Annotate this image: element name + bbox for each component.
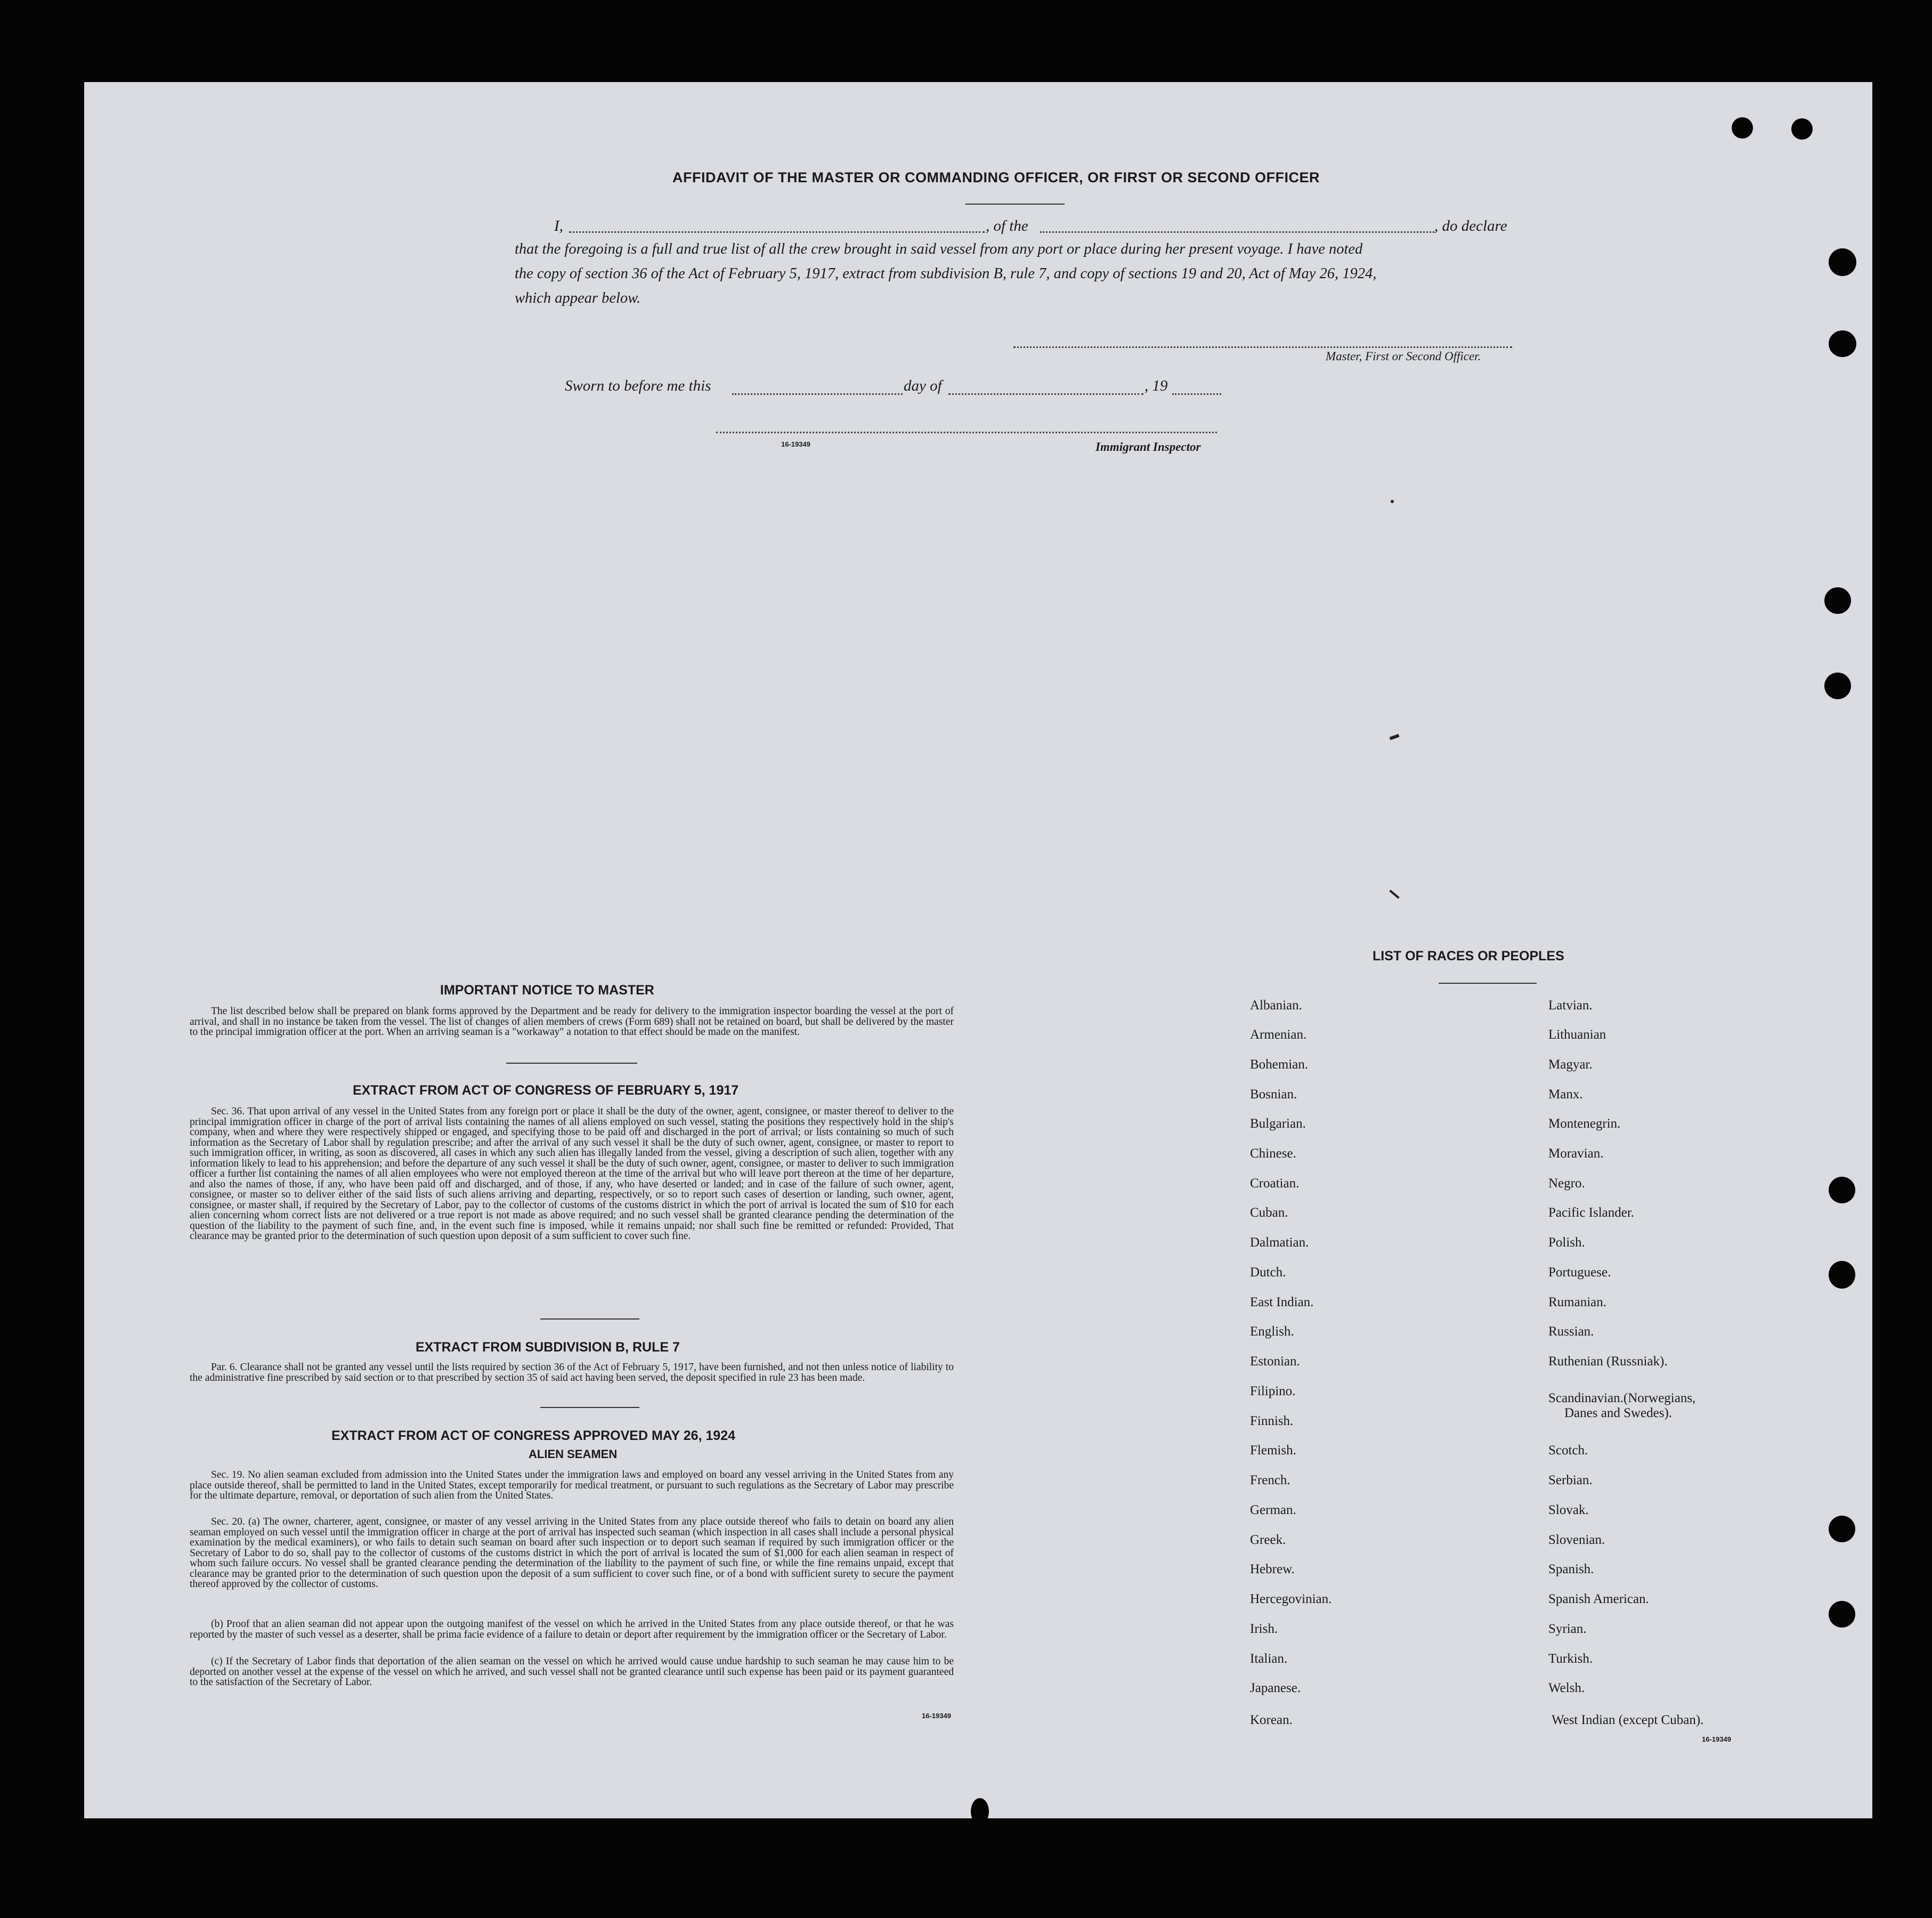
section-rule <box>540 1407 639 1408</box>
race-item: Italian. <box>1250 1652 1288 1666</box>
punch-hole <box>1829 1261 1855 1289</box>
affidavit-line1-i: I, <box>554 217 563 234</box>
race-item: Scotch. <box>1548 1443 1588 1458</box>
race-item: Chinese. <box>1250 1146 1296 1161</box>
extract1917-title: EXTRACT FROM ACT OF CONGRESS OF FEBRUARY 5, 1917 <box>353 1083 739 1098</box>
race-item: Turkish. <box>1548 1652 1593 1666</box>
signature-line[interactable] <box>1013 346 1512 348</box>
sec20a-body: Sec. 20. (a) The owner, charterer, agent, consignee, or master of any vessel arriving in the United States from any place outside thereof who fails to detain on board any alien seaman employed on such vessel until the immigration officer in charge at the port of arrival has inspected such seaman (which inspection in all cases shall include a personal physical examination by the medical examiners), or who fails to detain such seaman on board after such inspection or to deport such seaman if required by such immigration officer or the Secretary of Labor to do so, shall pay to the collector of customs of the customs district in which the port of arrival is located the sum of $1,000 for each alien seaman in respect of whom such failure occurs. No vessel shall be granted clearance pending the determination of the liability to the payment of such fine, or while the fine remains unpaid, except that clearance may be granted prior to the determination of such question upon the deposit of a sum sufficient to cover such fine, or of a bond with sufficient surety to secure the payment thereof approved by the collector of customs. <box>190 1516 954 1590</box>
vessel-blank[interactable] <box>1040 231 1434 233</box>
race-item: East Indian. <box>1250 1295 1314 1309</box>
title-rule <box>965 204 1065 205</box>
notice-body: The list described below shall be prepared on blank forms approved by the Department and be ready for delivery to the immigration inspector boarding the vessel at the port of arrival, and shall in no instance be taken from the vessel. The list of changes of alien members of crews (Form 689) shall not be retained on board, but shall be delivered by the master to the principal immigration officer at the port. When an arriving seaman is a "workaway" a notation to that effect should be made on the manifest. <box>190 1006 954 1038</box>
sworn-month-blank[interactable] <box>948 393 1143 395</box>
sworn-date-blank[interactable] <box>732 393 903 395</box>
punch-hole <box>1829 248 1856 276</box>
sec20c-body: (c) If the Secretary of Labor finds that deportation of the alien seaman on the vessel on which he arrived would cause undue hardship to such seaman he may cause him to be deported on another vessel at the expense of the vessel on which he arrived, and such vessel shall not be granted clearance until such expense has been paid or its payment guaranteed to the satisfaction of the Secretary of Labor. <box>190 1656 954 1688</box>
race-item: English. <box>1250 1324 1294 1339</box>
stray-mark <box>1391 500 1394 503</box>
affidavit-line4: which appear below. <box>515 290 641 306</box>
race-item: Ruthenian (Russniak). <box>1548 1354 1668 1369</box>
race-item: Magyar. <box>1548 1057 1593 1072</box>
subdivision-title: EXTRACT FROM SUBDIVISION B, RULE 7 <box>416 1340 680 1355</box>
race-item: Slovenian. <box>1548 1533 1605 1547</box>
race-item: Welsh. <box>1548 1681 1585 1695</box>
section-rule <box>506 1063 637 1064</box>
race-item: Russian. <box>1548 1324 1594 1339</box>
form-number: 16-19349 <box>781 440 810 448</box>
race-item: Negro. <box>1548 1176 1585 1191</box>
race-item: Dalmatian. <box>1250 1235 1309 1250</box>
races-title: LIST OF RACES OR PEOPLES <box>1373 949 1564 964</box>
race-item: Hebrew. <box>1250 1562 1295 1576</box>
race-item: Croatian. <box>1250 1176 1300 1191</box>
race-item: Lithuanian <box>1548 1027 1606 1042</box>
race-item: Korean. <box>1250 1713 1293 1727</box>
signature-label: Master, First or Second Officer. <box>1326 350 1481 363</box>
punch-hole <box>1824 673 1851 699</box>
sworn-year-blank[interactable] <box>1172 393 1221 395</box>
race-item: Latvian. <box>1548 998 1593 1013</box>
race-item: Hercegovinian. <box>1250 1592 1332 1606</box>
punch-hole <box>1824 587 1851 614</box>
race-item: Montenegrin. <box>1548 1116 1621 1131</box>
race-item: Pacific Islander. <box>1548 1205 1635 1220</box>
race-item: Manx. <box>1548 1087 1583 1102</box>
race-item: Cuban. <box>1250 1205 1288 1220</box>
race-item: Filipino. <box>1250 1384 1296 1398</box>
form-number: 16-19349 <box>1702 1735 1731 1743</box>
subdivision-body: Par. 6. Clearance shall not be granted any vessel until the lists required by section 36 of the Act of February 5, 1917, have been furnished, and not then unless notice of liability to the administrative fine prescribed by said section or to that prescribed by section 35 of said act having been served, the deposit specified in rule 23 has been made. <box>190 1362 954 1383</box>
sec19-body: Sec. 19. No alien seaman excluded from admission into the United States under the immigration laws and employed on board any vessel arriving in the United States from any place outside thereof, shall be permitted to land in the United States, except temporarily for medical treatment, or pursuant to such regulations as the Secretary of Labor may prescribe for the ultimate departure, removal, or deportation of such alien from the United States. <box>190 1469 954 1501</box>
race-item: French. <box>1250 1473 1290 1487</box>
race-item: Spanish American. <box>1548 1592 1649 1606</box>
race-item: Slovak. <box>1548 1503 1589 1517</box>
punch-hole <box>971 1798 989 1825</box>
form-number: 16-19349 <box>922 1712 951 1720</box>
affidavit-line1-of: , of the <box>986 217 1028 234</box>
race-item: Bosnian. <box>1250 1087 1297 1102</box>
race-item: Bohemian. <box>1250 1057 1309 1072</box>
section-rule <box>1439 983 1537 984</box>
race-item: Rumanian. <box>1548 1295 1607 1309</box>
punch-hole <box>1829 1601 1855 1628</box>
race-item: West Indian (except Cuban). <box>1552 1713 1704 1727</box>
race-item: Spanish. <box>1548 1562 1594 1576</box>
race-item: Bulgarian. <box>1250 1116 1306 1131</box>
race-item: Syrian. <box>1548 1622 1587 1636</box>
name-blank[interactable] <box>569 231 985 233</box>
race-item: Finnish. <box>1250 1414 1294 1428</box>
race-item: Moravian. <box>1548 1146 1604 1161</box>
race-item: Polish. <box>1548 1235 1585 1250</box>
race-item: German. <box>1250 1503 1296 1517</box>
sworn-prefix: Sworn to before me this <box>565 377 711 394</box>
affidavit-line3: the copy of section 36 of the Act of February 5, 1917, extract from subdivision B, rule 7, and copy of sections 19 and 20, Act of May 26, 1924, <box>515 265 1377 282</box>
inspector-label: Immigrant Inspector <box>1095 440 1201 454</box>
race-item: Irish. <box>1250 1622 1278 1636</box>
affidavit-line1-declare: , do declare <box>1434 217 1507 234</box>
notice-title: IMPORTANT NOTICE TO MASTER <box>440 983 654 998</box>
race-item: Japanese. <box>1250 1681 1301 1695</box>
punch-hole <box>1829 1516 1855 1542</box>
sworn-day-of: day of <box>904 377 942 394</box>
race-item: Armenian. <box>1250 1027 1307 1042</box>
sec20b-body: (b) Proof that an alien seaman did not appear upon the outgoing manifest of the vessel on which he arrived in the United States from any place outside thereof, or that he was reported by the master of such vessel as a deserter, shall be prima facie evidence of a failure to detain or deport after requirement by the immigration officer or the Secretary of Labor. <box>190 1618 954 1640</box>
extract1917-body: Sec. 36. That upon arrival of any vessel in the United States from any foreign port or place it shall be the duty of the owner, agent, consignee, or master thereof to deliver to the principal immigration officer in charge of the port of arrival lists containing the names of all aliens employed on such vessel, stating the positions they respectively hold in the ship's company, when and where they were respectively shipped or engaged, and specifying those to be paid off and discharged in the port of arrival; or lists containing so much of such information as the Secretary of Labor shall by regulation prescribe; and after the arrival of any such vessel it shall be the duty of such owner, agent, consignee, or master to report to such immigration officer, in writing, as soon as discovered, all cases in which any such alien has illegally landed from the vessel, giving a description of such alien, together with any information likely to lead to his apprehension; and before the departure of any such vessel it shall be the duty of such owner, agent, consignee, or master to deliver to such immigration officer a further list containing the names of all alien employees who were not employed thereon at the time of the arrival but who will leave port thereon at the time of her departure, and also the names of those, if any, who have been paid off and discharged, and of those, if any, who have deserted or landed; and in case of the failure of such owner, agent, consignee, or master so to deliver either of the said lists of such aliens arriving and departing, respectively, or so to report such cases of desertion or landing, such owner, agent, consignee, or master shall, if required by the Secretary of Labor, pay to the collector of customs of the customs district in which the port of arrival is located the sum of $10 for each alien concerning whom correct lists are not delivered or a true report is not made as above required; and no such vessel shall be granted clearance pending the determination of the question of the liability to the payment of such fine, and, in the event such fine is imposed, while it remains unpaid; nor shall such fine be remitted or refunded: Provided, That clearance may be granted prior to the determination of such question upon deposit of a sum sufficient to cover such fine. <box>190 1106 954 1242</box>
race-item: Flemish. <box>1250 1443 1296 1458</box>
race-item: Dutch. <box>1250 1265 1286 1280</box>
race-item: Scandinavian.(Norwegians, <box>1548 1391 1696 1405</box>
section-rule <box>540 1318 639 1320</box>
race-item: Portuguese. <box>1548 1265 1611 1280</box>
race-item: Greek. <box>1250 1533 1286 1547</box>
sworn-year: , 19 <box>1144 377 1168 394</box>
race-item-continuation: Danes and Swedes). <box>1564 1406 1673 1420</box>
punch-hole <box>1791 118 1813 140</box>
affidavit-title: AFFIDAVIT OF THE MASTER OR COMMANDING OFFICER, OR FIRST OR SECOND OFFICER <box>672 169 1320 185</box>
race-item: Estonian. <box>1250 1354 1300 1369</box>
punch-hole <box>1829 1177 1855 1203</box>
race-item: Albanian. <box>1250 998 1302 1013</box>
extract1924-subtitle: ALIEN SEAMEN <box>529 1447 618 1461</box>
inspector-line[interactable] <box>716 432 1217 433</box>
race-item: Serbian. <box>1548 1473 1593 1487</box>
punch-hole <box>1732 117 1753 139</box>
extract1924-title: EXTRACT FROM ACT OF CONGRESS APPROVED MAY 26, 1924 <box>331 1428 736 1443</box>
punch-hole <box>1829 330 1856 357</box>
affidavit-line2: that the foregoing is a full and true list of all the crew brought in said vessel from any port or place during her present voyage. I have noted <box>515 241 1363 257</box>
